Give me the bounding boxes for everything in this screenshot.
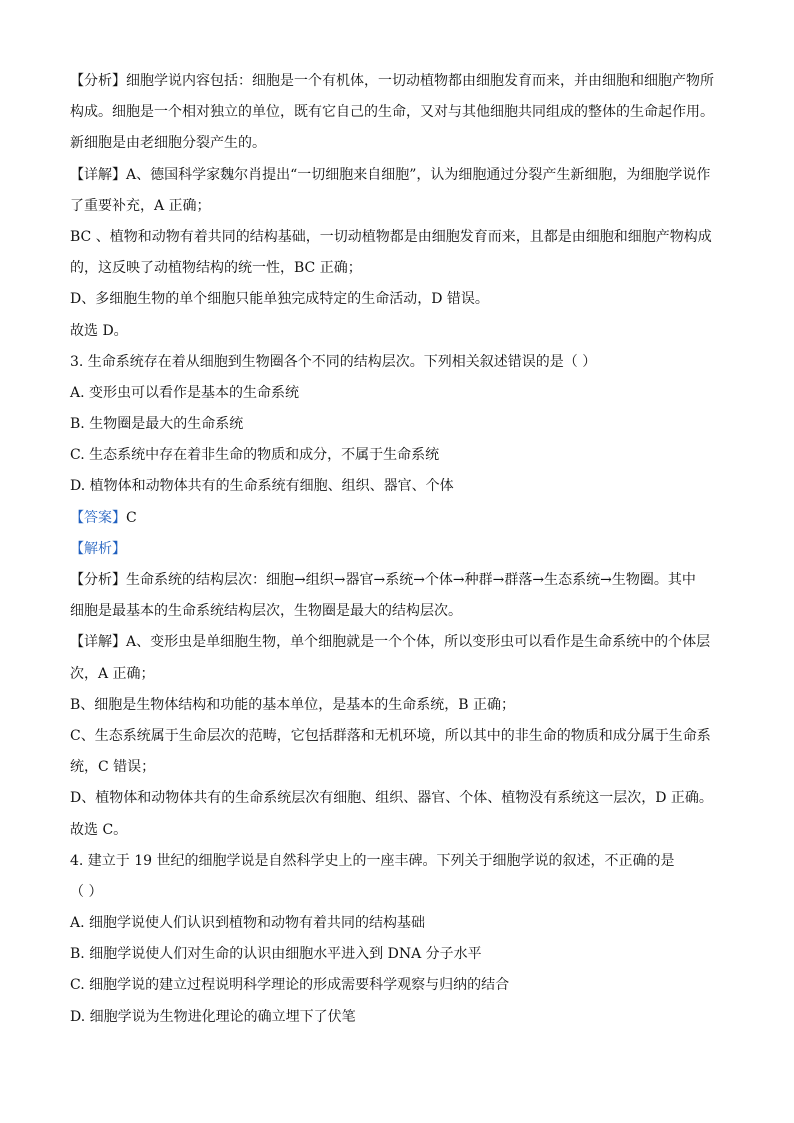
line-text: B. 生物圈是最大的生命系统 [70, 416, 244, 433]
line-text: 统，C 错误； [70, 759, 156, 776]
text-line [70, 721, 730, 752]
line-text: 构成。细胞是一个相对独立的单位，既有它自己的生命，又对与其他细胞共同组成的整体的生命起作用。 [70, 104, 714, 121]
text-line [70, 877, 730, 908]
line-text: 的，这反映了动植物结构的统一性，BC 正确； [70, 260, 362, 277]
line-text: 3. 生命系统存在着从细胞到生物圈各个不同的结构层次。下列相关叙述错误的是（ ） [70, 353, 597, 370]
section-tag: 【详解】 [70, 634, 126, 651]
text-line [70, 503, 730, 534]
line-text: 故选 C。 [70, 821, 128, 838]
text-line [70, 1002, 730, 1033]
text-line [70, 128, 730, 159]
section-tag: 【答案】 [70, 509, 126, 526]
text-line [70, 316, 730, 347]
line-text: D、多细胞生物的单个细胞只能单独完成特定的生命活动，D 错误。 [70, 291, 489, 308]
text-line [70, 627, 730, 658]
text-line [70, 783, 730, 814]
line-text: A、德国科学家魏尔肖提出“一切细胞来自细胞”，认为细胞通过分裂产生新细胞，为细胞学说作 [126, 166, 711, 183]
line-text: C. 细胞学说的建立过程说明科学理论的形成需要科学观察与归纳的结合 [70, 977, 510, 994]
line-text: 故选 D。 [70, 322, 128, 339]
line-text: C. 生态系统中存在着非生命的物质和成分，不属于生命系统 [70, 447, 440, 464]
text-line [70, 347, 730, 378]
text-line [70, 440, 730, 471]
text-line [70, 191, 730, 222]
text-line [70, 160, 730, 191]
line-text: B. 细胞学说使人们对生命的认识由细胞水平进入到 DNA 分子水平 [70, 946, 482, 963]
section-tag: 【解析】 [70, 540, 126, 557]
text-line [70, 534, 730, 565]
text-line [70, 471, 730, 502]
line-text: A、变形虫是单细胞生物，单个细胞就是一个个体，所以变形虫可以看作是生命系统中的个体层 [126, 634, 711, 651]
section-tag: 【详解】 [70, 166, 126, 183]
line-text: 细胞是最基本的生命系统结构层次，生物圈是最大的结构层次。 [70, 603, 462, 620]
text-line [70, 253, 730, 284]
text-line [70, 66, 730, 97]
text-line [70, 815, 730, 846]
text-line [70, 690, 730, 721]
line-text: 细胞学说内容包括：细胞是一个有机体，一切动植物都由细胞发育而来，并由细胞和细胞产物所 [126, 73, 714, 89]
text-line [70, 939, 730, 970]
text-line [70, 659, 730, 690]
line-text: C [126, 509, 137, 526]
line-text: B、细胞是生物体结构和功能的基本单位，是基本的生命系统，B 正确； [70, 696, 516, 713]
section-tag: 【分析】 [70, 73, 126, 89]
text-line [70, 97, 730, 128]
line-text: D. 植物体和动物体共有的生命系统有细胞、组织、器官、个体 [70, 478, 454, 495]
line-text: 次，A 正确； [70, 665, 155, 682]
line-text: BC 、植物和动物有着共同的结构基础，一切动植物都是由细胞发育而来，且都是由细胞和细胞产物构成 [70, 228, 712, 245]
text-line [70, 378, 730, 409]
line-text: D、植物体和动物体共有的生命系统层次有细胞、组织、器官、个体、植物没有系统这一层次，D 正确。 [70, 790, 713, 807]
line-text: （ ） [70, 883, 103, 900]
line-text: A. 变形虫可以看作是基本的生命系统 [70, 384, 300, 401]
line-text: 4. 建立于 19 世纪的细胞学说是自然科学史上的一座丰碑。下列关于细胞学说的叙述，不正确的是 [70, 852, 675, 869]
line-text: D. 细胞学说为生物进化理论的确立埋下了伏笔 [70, 1008, 356, 1025]
section-tag: 【分析】 [70, 572, 126, 588]
line-text: A. 细胞学说使人们认识到植物和动物有着共同的结构基础 [70, 915, 426, 932]
line-text: 生命系统的结构层次：细胞→组织→器官→系统→个体→种群→群落→生态系统→生物圈。其中 [126, 572, 696, 588]
line-text: 新细胞是由老细胞分裂产生的。 [70, 135, 266, 152]
text-line [70, 565, 730, 596]
text-line [70, 596, 730, 627]
line-text: 了重要补充，A 正确； [70, 197, 211, 214]
line-text: C、生态系统属于生命层次的范畴，它包括群落和无机环境，所以其中的非生命的物质和成分属于生命系 [70, 727, 711, 744]
document-body [70, 66, 730, 1033]
text-line [70, 908, 730, 939]
text-line [70, 970, 730, 1001]
text-line [70, 752, 730, 783]
text-line [70, 846, 730, 877]
text-line [70, 222, 730, 253]
text-line [70, 284, 730, 315]
text-line [70, 409, 730, 440]
